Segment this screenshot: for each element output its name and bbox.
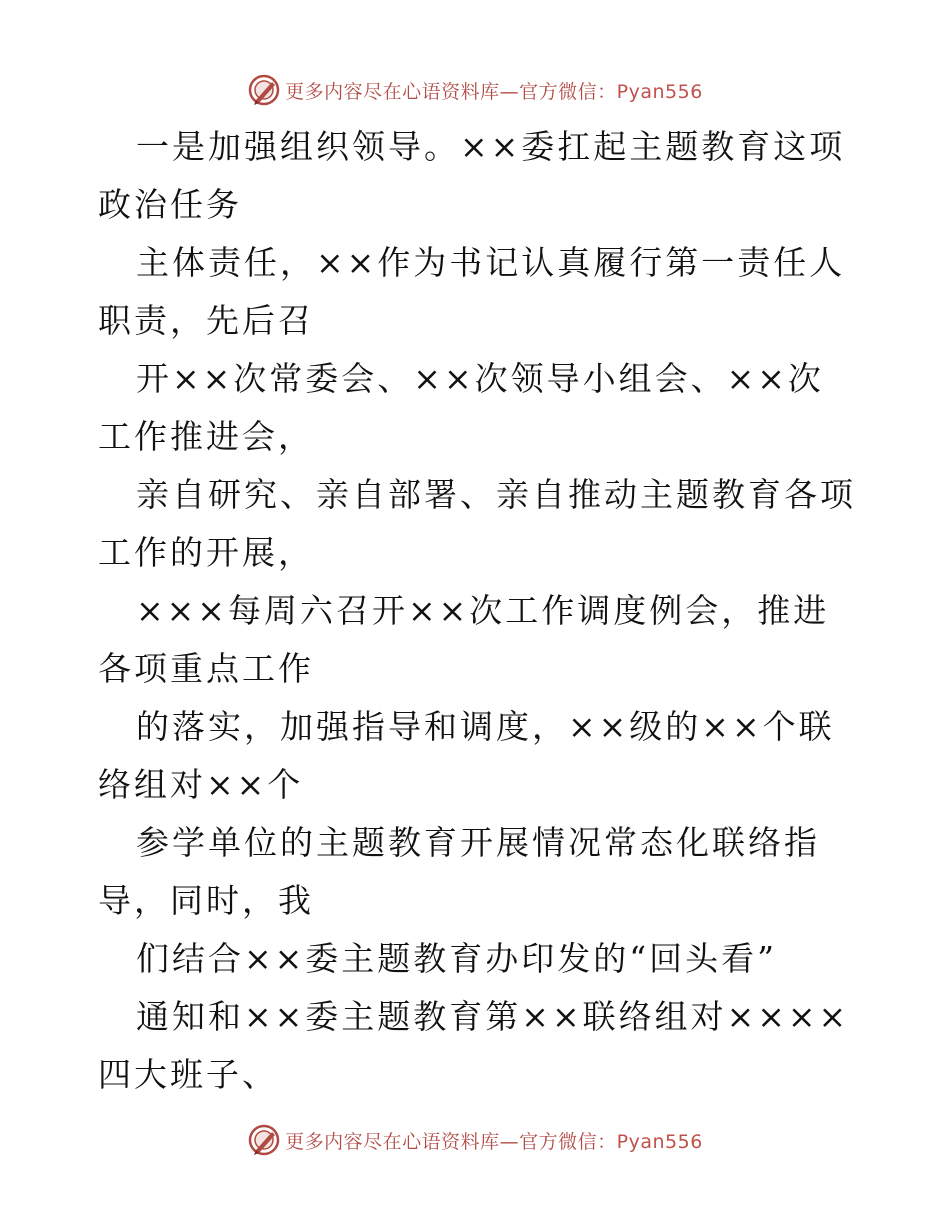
pen-logo-icon bbox=[247, 1123, 281, 1157]
footer-banner-text: 更多内容尽在心语资料库—官方微信：Pyan556 bbox=[285, 1130, 703, 1153]
header-wechat-id: Pyan556 bbox=[616, 80, 703, 103]
pen-logo-icon bbox=[247, 73, 281, 107]
paragraph-4: 亲自研究、亲自部署、亲自推动主题教育各项工作的开展， bbox=[98, 475, 856, 572]
footer-watermark-banner bbox=[0, 1120, 950, 1160]
paragraph-6: 的落实，加强指导和调度，××级的××个联络组对××个 bbox=[98, 707, 835, 804]
paragraph-1: 一是加强组织领导。××委扛起主题教育这项政治任务 bbox=[98, 127, 846, 224]
header-watermark-banner bbox=[0, 70, 950, 110]
paragraph-3: 开××次常委会、××次领导小组会、××次工作推进会， bbox=[98, 359, 824, 456]
paragraph-2: 主体责任，××作为书记认真履行第一责任人职责，先后召 bbox=[98, 243, 846, 340]
header-banner-text: 更多内容尽在心语资料库—官方微信：Pyan556 bbox=[285, 80, 703, 103]
paragraph-7: 参学单位的主题教育开展情况常态化联络指导，同时，我 bbox=[98, 823, 820, 920]
paragraph-5: ×××每周六召开××次工作调度例会，推进各项重点工作 bbox=[98, 591, 830, 688]
footer-wechat-id: Pyan556 bbox=[616, 1130, 703, 1153]
document-body bbox=[98, 118, 858, 1104]
paragraph-9: 通知和××委主题教育第××联络组对××××四大班子、 bbox=[98, 997, 850, 1094]
paragraph-8: 们结合××委主题教育办印发的“回头看” bbox=[136, 939, 778, 978]
